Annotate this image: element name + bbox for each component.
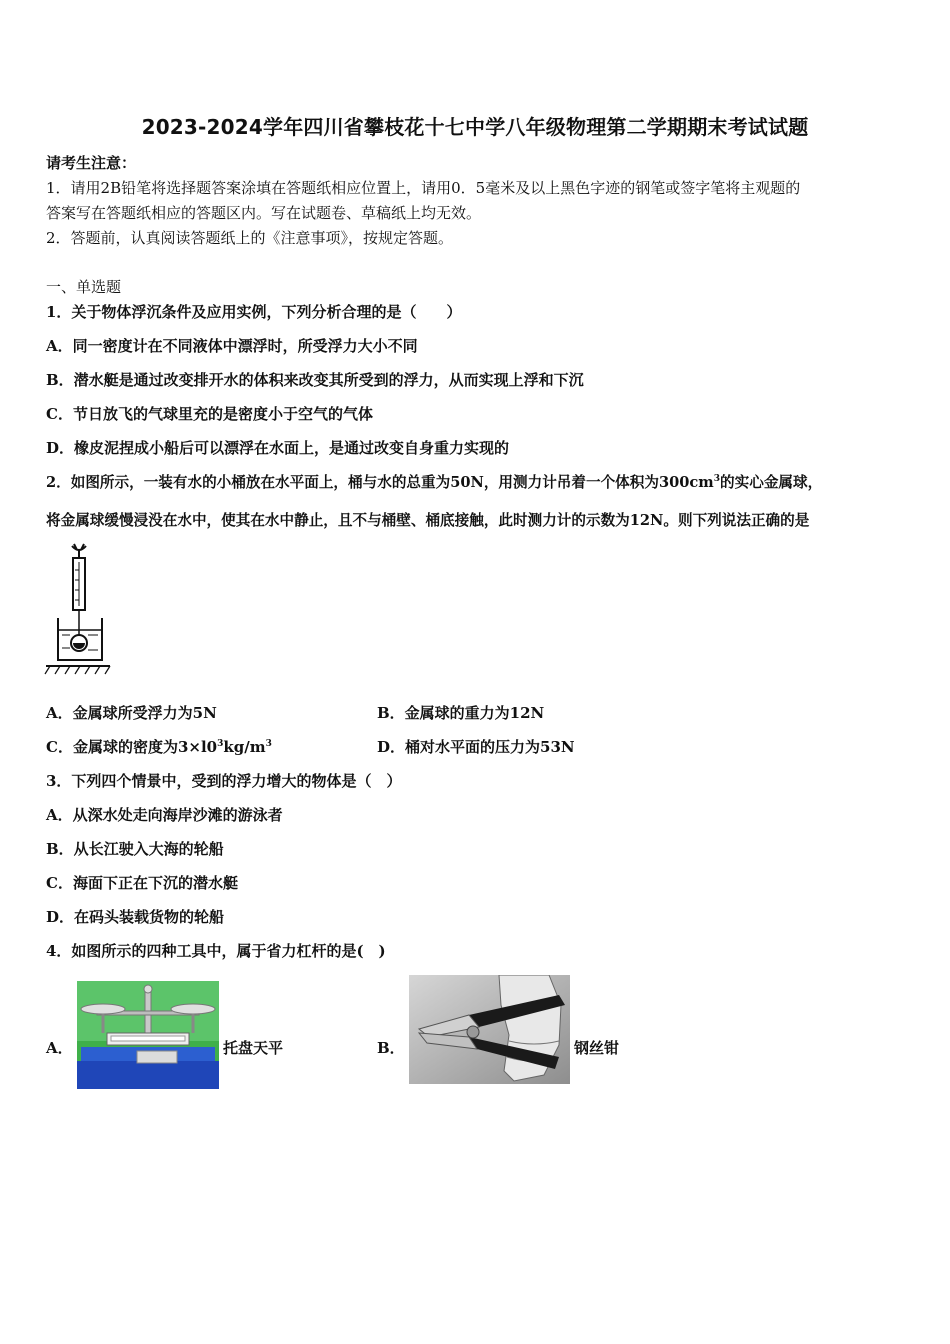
q4-option-b-letter: B． [377, 1039, 405, 1057]
q1-option-c: C．节日放飞的气球里充的是密度小于空气的气体 [46, 405, 373, 423]
q4-option-b-caption: 钢丝钳 [574, 1039, 620, 1057]
q3-option-c: C．海面下正在下沉的潜水艇 [46, 874, 238, 892]
balance-scale-image [77, 981, 219, 1089]
pliers-image [409, 975, 570, 1084]
section-heading: 一、单选题 [46, 278, 122, 296]
notice-line-2: 2．答题前，认真阅读答题纸上的《注意事项》，按规定答题。 [46, 229, 454, 247]
q2-option-b: B．金属球的重力为12N [377, 704, 545, 722]
page-title: 2023-2024学年四川省攀枝花十七中学八年级物理第二学期期末考试试题 [141, 115, 809, 139]
q3-option-b: B．从长江驶入大海的轮船 [46, 840, 224, 858]
q4-option-a-caption: 托盘天平 [223, 1039, 284, 1057]
q2-option-d: D．桶对水平面的压力为53N [377, 738, 575, 756]
q1-option-b: B．潜水艇是通过改变排开水的体积来改变其所受到的浮力，从而实现上浮和下沉 [46, 371, 584, 389]
spring-scale-bucket-figure [44, 540, 114, 678]
notice-line-1b: 答案写在答题纸相应的答题区内。写在试题卷、草稿纸上均无效。 [46, 204, 482, 222]
q1-option-d: D．橡皮泥捏成小船后可以漂浮在水面上，是通过改变自身重力实现的 [46, 439, 510, 457]
q2-stem-line-2: 将金属球缓慢浸没在水中，使其在水中静止，且不与桶壁、桶底接触，此时测力计的示数为12N。则下列说法正确的是 [46, 512, 810, 529]
q2-option-c: C．金属球的密度为$3\times l0^3kg/m^3$ [46, 738, 272, 756]
q2-option-a: A．金属球所受浮力为5N [46, 704, 217, 722]
q1-stem: 1．关于物体浮沉条件及应用实例，下列分析合理的是（ ） [46, 303, 462, 321]
q4-stem: 4．如图所示的四种工具中，属于省力杠杆的是( ) [46, 942, 386, 960]
q3-option-a: A．从深水处走向海岸沙滩的游泳者 [46, 806, 283, 824]
notice-line-1a: 1．请用2B铅笔将选择题答案涂填在答题纸相应位置上，请用0．5毫米及以上黑色字迹的钢笔或签字笔将主观题的 [46, 179, 801, 197]
q1-option-a: A．同一密度计在不同液体中漂浮时，所受浮力大小不同 [46, 337, 418, 355]
q3-option-d: D．在码头装载货物的轮船 [46, 908, 225, 926]
q4-option-a-letter: A． [46, 1039, 73, 1057]
q2-stem-line-1: 2．如图所示，一装有水的小桶放在水平面上，桶与水的总重为50N，用测力计吊着一个体积为$300cm^3$的实心金属球， [46, 474, 823, 491]
notice-heading: 请考生注意： [46, 154, 137, 172]
q3-stem: 3．下列四个情景中，受到的浮力增大的物体是（ ） [46, 772, 402, 790]
